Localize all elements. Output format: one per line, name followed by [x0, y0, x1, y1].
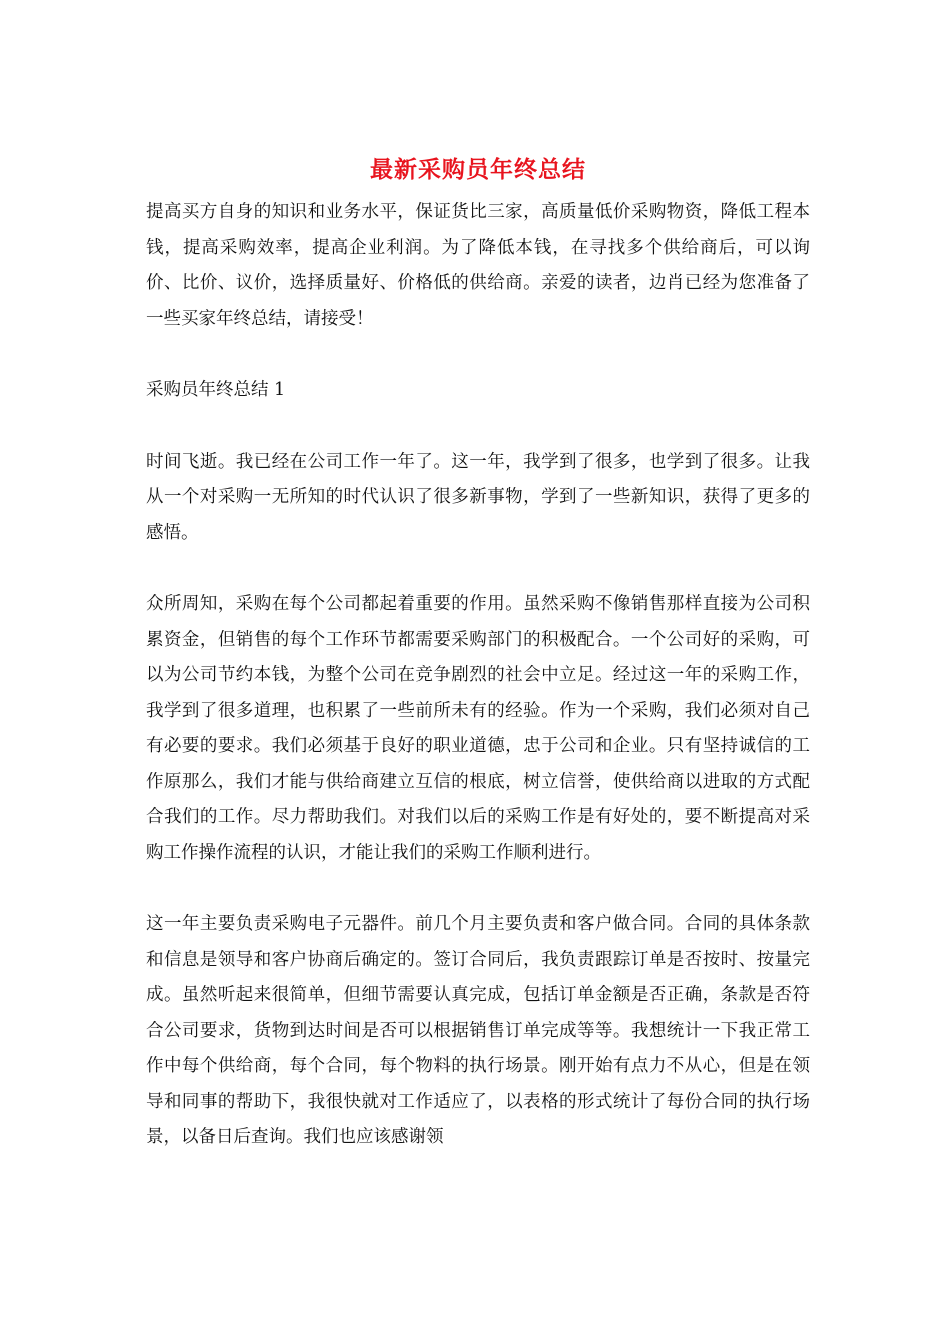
body-paragraph-2: 众所周知，采购在每个公司都起着重要的作用。虽然采购不像销售那样直接为公司积累资金，但销售的每个工作环节都需要采购部门的积极配合。一个公司好的采购，可以为公司节约本钱，为整个公司在竞争剧烈的社会中立足。经过这一年的采购工作，我学到了很多道理，也积累了一些前所未有的经验。作为一个采购，我们必须对自己有必要的要求。我们必须基于良好的职业道德，忠于公司和企业。只有坚持诚信的工作原那么，我们才能与供给商建立互信的根底，树立信誉，使供给商以进取的方式配合我们的工作。尽力帮助我们。对我们以后的采购工作是有好处的，要不断提高对采购工作操作流程的认识，才能让我们的采购工作顺利进行。	[146, 594, 810, 863]
paragraph-gap	[146, 409, 810, 445]
paragraph-gap	[146, 551, 810, 587]
body-paragraph-3: 这一年主要负责采购电子元器件。前几个月主要负责和客户做合同。合同的具体条款和信息是领导和客户协商后确定的。签订合同后，我负责跟踪订单是否按时、按量完成。虽然听起来很简单，但细节需要认真完成，包括订单金额是否正确，条款是否符合公司要求，货物到达时间是否可以根据销售订单完成等等。我想统计一下我正常工作中每个供给商，每个合同，每个物料的执行场景。刚开始有点力不从心，但是在领导和同事的帮助下，我很快就对工作适应了，以表格的形式统计了每份合同的执行场景，以备日后查询。我们也应该感谢领	[146, 914, 810, 1147]
paragraph-gap	[146, 871, 810, 907]
section-heading: 采购员年终总结 1	[146, 380, 286, 400]
intro-paragraph: 提高买方自身的知识和业务水平，保证货比三家，高质量低价采购物资，降低工程本钱，提高采购效率，提高企业利润。为了降低本钱，在寻找多个供给商后，可以询价、比价、议价，选择质量好、价格低的供给商。亲爱的读者，边肖已经为您准备了一些买家年终总结，请接受！	[146, 202, 810, 329]
body-paragraph-1: 时间飞逝。我已经在公司工作一年了。这一年，我学到了很多，也学到了很多。让我从一个对采购一无所知的时代认识了很多新事物，学到了一些新知识，获得了更多的感悟。	[146, 451, 810, 543]
paragraph-gap	[146, 337, 810, 373]
document-title: 最新采购员年终总结	[370, 156, 586, 183]
